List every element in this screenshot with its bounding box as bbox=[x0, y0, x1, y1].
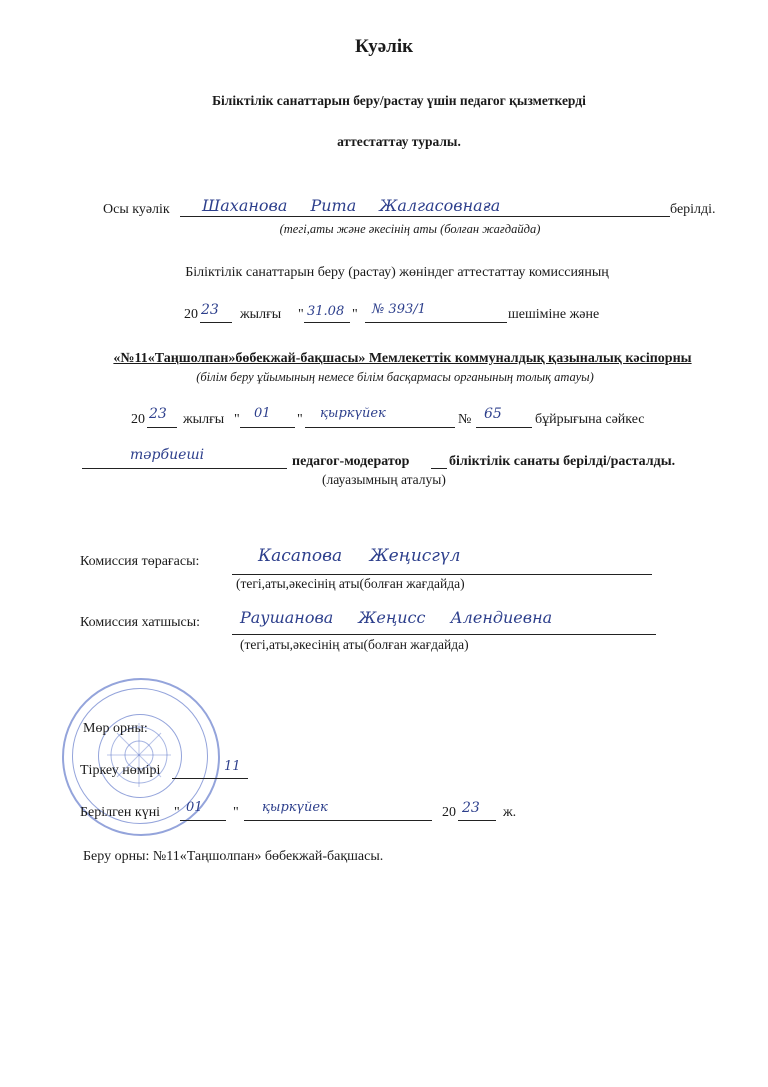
issue-month-line bbox=[244, 820, 432, 821]
order-year-word: жылғы bbox=[183, 412, 225, 427]
decision-year-prefix: 20 bbox=[184, 307, 198, 322]
issue-day-handwritten: 01 bbox=[186, 800, 203, 815]
secretary-hint: (тегі,аты,әкесінің аты(болған жағдайда) bbox=[240, 637, 469, 652]
order-quote-close: " bbox=[297, 412, 303, 427]
order-year-prefix: 20 bbox=[131, 412, 145, 427]
order-number-line bbox=[476, 427, 532, 428]
issue-place: Беру орны: №11«Таңшолпан» бөбекжай-бақшасы. bbox=[83, 849, 384, 864]
secretary-signature-handwritten: Раушанова Жеңисс Алендиевна bbox=[240, 608, 553, 627]
issue-year-line bbox=[458, 820, 496, 821]
decision-number-line bbox=[365, 322, 507, 323]
chair-line bbox=[232, 574, 652, 575]
issue-label: Берілген күні bbox=[80, 805, 161, 820]
category-name: педагог-модератор bbox=[292, 454, 410, 469]
seal-label: Мөр орны: bbox=[83, 721, 148, 736]
issue-year-prefix: 20 bbox=[442, 805, 456, 820]
issue-quote-close: " bbox=[233, 805, 239, 820]
decision-quote-open: " bbox=[298, 307, 304, 322]
decision-suffix: шешіміне және bbox=[508, 307, 600, 322]
decision-year-line bbox=[200, 322, 232, 323]
issue-month-handwritten: қыркүйек bbox=[262, 800, 328, 815]
position-hint: (лауазымның аталуы) bbox=[322, 472, 446, 487]
order-day-line bbox=[240, 427, 295, 428]
document-title: Куәлік bbox=[354, 36, 414, 57]
reg-number-handwritten: 11 bbox=[224, 759, 241, 774]
reg-line bbox=[172, 778, 248, 779]
subtitle-line2: аттестаттау туралы. bbox=[337, 134, 461, 149]
chair-label: Комиссия төрағасы: bbox=[80, 554, 200, 569]
organization-name: «№11«Таңшолпан»бөбекжай-бақшасы» Мемлекеттік коммуналдық қазыналық кәсіпорны bbox=[113, 351, 692, 366]
order-year-handwritten: 23 bbox=[149, 406, 167, 422]
order-suffix: бұйрығына сәйкес bbox=[535, 412, 645, 427]
issue-year-suffix: ж. bbox=[503, 805, 517, 820]
order-number-handwritten: 65 bbox=[484, 406, 502, 422]
issue-quote-open: " bbox=[174, 805, 180, 820]
category-gap-line bbox=[431, 468, 447, 469]
decision-year-word: жылғы bbox=[240, 307, 282, 322]
recipient-hint: (тегі,аты және әкесінің аты (болған жағдайда) bbox=[279, 222, 541, 236]
secretary-label: Комиссия хатшысы: bbox=[80, 615, 201, 630]
issue-year-handwritten: 23 bbox=[462, 800, 480, 816]
chair-signature-handwritten: Касапова Жеңисгүл bbox=[258, 546, 461, 566]
category-suffix: біліктілік санаты берілді/расталды. bbox=[449, 454, 676, 469]
decision-date-handwritten: 31.08 bbox=[307, 304, 345, 319]
decision-number-handwritten: № 393/1 bbox=[372, 302, 426, 317]
decision-year-handwritten: 23 bbox=[201, 302, 219, 318]
organization-hint: (білім беру ұйымының немесе білім басқармасы органының толық атауы) bbox=[196, 370, 594, 384]
issue-day-line bbox=[180, 820, 226, 821]
position-handwritten: тәрбиеші bbox=[130, 447, 205, 463]
issued-suffix: берілді. bbox=[670, 202, 716, 217]
secretary-line bbox=[232, 634, 656, 635]
order-day-handwritten: 01 bbox=[254, 406, 271, 421]
position-line bbox=[82, 468, 287, 469]
recipient-name-handwritten: Шаханова Рита Жалгасовнаға bbox=[202, 196, 501, 215]
order-month-line bbox=[305, 427, 455, 428]
order-quote-open: " bbox=[234, 412, 240, 427]
order-year-line bbox=[147, 427, 177, 428]
subtitle-line1: Біліктілік санаттарын беру/растау үшін педагог қызметкерді bbox=[212, 93, 586, 108]
recipient-line bbox=[180, 216, 670, 217]
order-no-label: № bbox=[458, 412, 472, 427]
order-month-handwritten: қыркүйек bbox=[320, 406, 386, 421]
issued-prefix: Осы куәлік bbox=[103, 202, 170, 217]
decision-date-line bbox=[304, 322, 350, 323]
reg-label: Тіркеу нөмірі bbox=[80, 763, 161, 778]
decision-quote-close: " bbox=[352, 307, 358, 322]
commission-text: Біліктілік санаттарын беру (растау) жөніндег аттестаттау комиссияның bbox=[185, 265, 609, 280]
chair-hint: (тегі,аты,әкесінің аты(болған жағдайда) bbox=[236, 576, 465, 591]
